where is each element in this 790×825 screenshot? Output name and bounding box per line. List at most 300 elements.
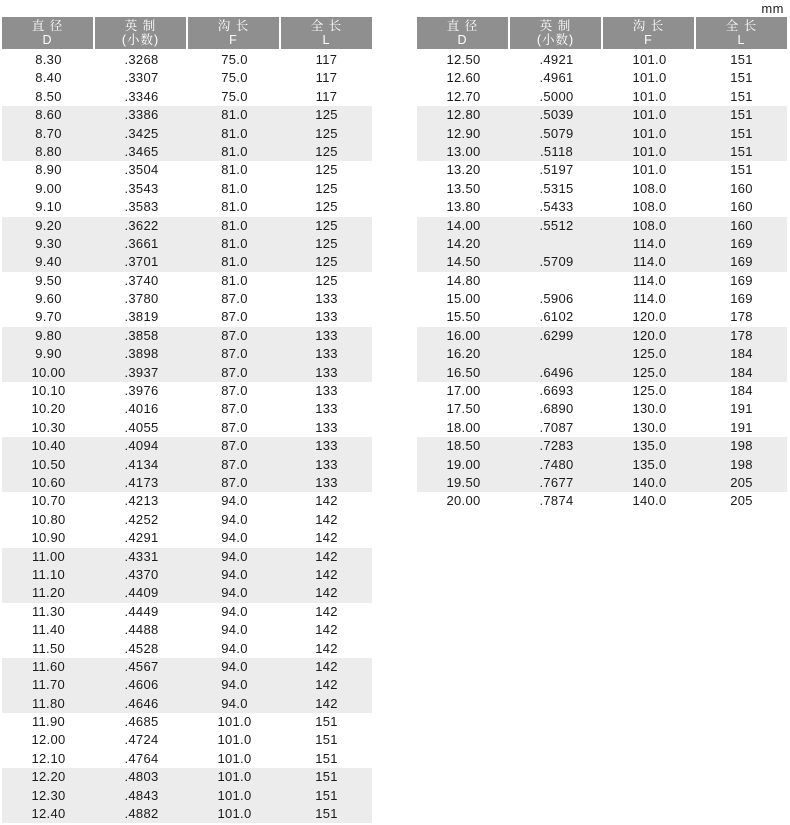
table-row xyxy=(2,345,372,363)
cell-overall-length: 142 xyxy=(315,658,338,674)
cell-overall-length: 160 xyxy=(730,199,753,215)
table-header xyxy=(417,17,787,49)
cell-flute-length: 114.0 xyxy=(632,235,667,251)
header-inch-decimal: 英 制 (小数) xyxy=(510,17,601,49)
header-diameter: 直 径 D xyxy=(2,17,93,49)
cell-overall-length: 151 xyxy=(315,732,338,748)
cell-diameter: 13.80 xyxy=(446,199,481,215)
table-row xyxy=(2,603,372,621)
cell-inch-decimal: .4803 xyxy=(124,769,159,785)
table-row xyxy=(2,143,372,161)
cell-overall-length: 142 xyxy=(315,622,338,638)
cell-diameter: 14.80 xyxy=(446,272,481,288)
cell-flute-length: 81.0 xyxy=(221,107,248,123)
cell-inch-decimal: .5315 xyxy=(539,180,574,196)
cell-diameter: 9.10 xyxy=(35,199,62,215)
table-row xyxy=(2,253,372,271)
cell-overall-length: 178 xyxy=(730,327,753,343)
table-row xyxy=(417,456,787,474)
cell-diameter: 11.40 xyxy=(31,622,66,638)
cell-overall-length: 133 xyxy=(315,346,338,362)
cell-inch-decimal: .5433 xyxy=(539,199,574,215)
cell-inch-decimal: .3898 xyxy=(124,346,159,362)
cell-flute-length: 81.0 xyxy=(221,125,248,141)
cell-overall-length: 160 xyxy=(730,217,753,233)
table-row xyxy=(2,474,372,492)
cell-diameter: 11.20 xyxy=(31,585,66,601)
table-row xyxy=(417,253,787,271)
cell-diameter: 12.10 xyxy=(31,750,66,766)
table-row xyxy=(417,198,787,216)
table-row xyxy=(2,51,372,69)
cell-inch-decimal: .3346 xyxy=(124,88,159,104)
cell-flute-length: 140.0 xyxy=(632,493,667,509)
cell-diameter: 12.30 xyxy=(31,787,66,803)
cell-flute-length: 75.0 xyxy=(221,88,248,104)
cell-inch-decimal: .4409 xyxy=(124,585,159,601)
cell-diameter: 17.00 xyxy=(446,383,481,399)
cell-diameter: 8.30 xyxy=(35,52,62,67)
table-row xyxy=(417,382,787,400)
cell-flute-length: 94.0 xyxy=(221,548,248,564)
cell-diameter: 19.50 xyxy=(446,474,481,490)
table-row xyxy=(2,695,372,713)
cell-inch-decimal: .7283 xyxy=(539,438,574,454)
cell-inch-decimal: .4449 xyxy=(124,603,159,619)
cell-diameter: 8.50 xyxy=(35,88,62,104)
cell-overall-length: 117 xyxy=(315,52,338,67)
cell-overall-length: 133 xyxy=(315,291,338,307)
table-row xyxy=(2,161,372,179)
cell-flute-length: 130.0 xyxy=(632,419,667,435)
cell-overall-length: 169 xyxy=(730,254,753,270)
cell-flute-length: 101.0 xyxy=(217,806,252,822)
cell-inch-decimal: .3701 xyxy=(124,254,159,270)
table-row xyxy=(417,69,787,87)
cell-diameter: 10.80 xyxy=(31,511,66,527)
cell-flute-length: 87.0 xyxy=(221,401,248,417)
table-body-left xyxy=(2,51,372,823)
cell-flute-length: 101.0 xyxy=(632,70,667,86)
cell-flute-length: 114.0 xyxy=(632,291,667,307)
cell-diameter: 14.00 xyxy=(446,217,481,233)
table-row xyxy=(2,621,372,639)
cell-diameter: 8.90 xyxy=(35,162,62,178)
cell-overall-length: 191 xyxy=(730,419,753,435)
cell-inch-decimal: .4213 xyxy=(124,493,159,509)
header-overall-length: 全 长 L xyxy=(696,17,787,49)
cell-diameter: 11.90 xyxy=(31,714,66,730)
cell-inch-decimal: .7874 xyxy=(539,493,574,509)
cell-diameter: 10.50 xyxy=(31,456,66,472)
cell-inch-decimal: .3425 xyxy=(124,125,159,141)
cell-inch-decimal: .3504 xyxy=(124,162,159,178)
cell-diameter: 14.20 xyxy=(446,235,481,251)
cell-diameter: 9.00 xyxy=(35,180,62,196)
table-row xyxy=(2,125,372,143)
table-row xyxy=(2,217,372,235)
table-row xyxy=(417,492,787,510)
cell-inch-decimal: .6299 xyxy=(539,327,574,343)
table-row xyxy=(417,51,787,69)
cell-flute-length: 94.0 xyxy=(221,530,248,546)
table-row xyxy=(2,308,372,326)
cell-overall-length: 125 xyxy=(315,180,338,196)
cell-flute-length: 101.0 xyxy=(632,88,667,104)
cell-flute-length: 81.0 xyxy=(221,143,248,159)
cell-overall-length: 125 xyxy=(315,143,338,159)
cell-inch-decimal: .4646 xyxy=(124,695,159,711)
table-row xyxy=(2,640,372,658)
cell-flute-length: 94.0 xyxy=(221,493,248,509)
cell-inch-decimal: .3661 xyxy=(124,235,159,251)
cell-inch-decimal: .7087 xyxy=(539,419,574,435)
table-row xyxy=(2,400,372,418)
cell-overall-length: 151 xyxy=(730,52,753,67)
table-row xyxy=(2,106,372,124)
cell-overall-length: 125 xyxy=(315,162,338,178)
cell-overall-length: 133 xyxy=(315,456,338,472)
cell-overall-length: 142 xyxy=(315,640,338,656)
spec-table-left xyxy=(2,17,372,823)
table-row xyxy=(2,548,372,566)
cell-diameter: 10.60 xyxy=(31,474,66,490)
cell-inch-decimal: .3465 xyxy=(124,143,159,159)
cell-flute-length: 120.0 xyxy=(632,327,667,343)
cell-inch-decimal: .4606 xyxy=(124,677,159,693)
table-row xyxy=(2,658,372,676)
cell-flute-length: 81.0 xyxy=(221,254,248,270)
table-row xyxy=(2,492,372,510)
cell-flute-length: 101.0 xyxy=(632,107,667,123)
cell-flute-length: 108.0 xyxy=(632,199,667,215)
cell-inch-decimal: .5512 xyxy=(539,217,574,233)
cell-flute-length: 101.0 xyxy=(632,162,667,178)
cell-flute-length: 114.0 xyxy=(632,272,667,288)
cell-flute-length: 81.0 xyxy=(221,272,248,288)
table-row xyxy=(417,345,787,363)
cell-inch-decimal: .3386 xyxy=(124,107,159,123)
cell-flute-length: 94.0 xyxy=(221,603,248,619)
header-inch-decimal: 英 制 (小数) xyxy=(95,17,186,49)
cell-overall-length: 178 xyxy=(730,309,753,325)
cell-diameter: 19.00 xyxy=(446,456,481,472)
cell-overall-length: 125 xyxy=(315,125,338,141)
cell-overall-length: 142 xyxy=(315,493,338,509)
cell-inch-decimal: .4724 xyxy=(124,732,159,748)
cell-inch-decimal: .3268 xyxy=(124,52,159,67)
cell-inch-decimal: .7677 xyxy=(539,474,574,490)
table-row xyxy=(2,88,372,106)
table-row xyxy=(2,327,372,345)
cell-inch-decimal: .3780 xyxy=(124,291,159,307)
cell-flute-length: 94.0 xyxy=(221,622,248,638)
cell-inch-decimal: .3858 xyxy=(124,327,159,343)
cell-flute-length: 81.0 xyxy=(221,235,248,251)
cell-diameter: 12.40 xyxy=(31,806,66,822)
cell-diameter: 13.20 xyxy=(446,162,481,178)
cell-diameter: 10.90 xyxy=(31,530,66,546)
cell-diameter: 15.50 xyxy=(446,309,481,325)
table-row xyxy=(2,584,372,602)
cell-flute-length: 135.0 xyxy=(632,456,667,472)
cell-inch-decimal: .4921 xyxy=(539,52,574,67)
table-row xyxy=(417,400,787,418)
cell-inch-decimal: .4843 xyxy=(124,787,159,803)
cell-overall-length: 133 xyxy=(315,419,338,435)
table-row xyxy=(417,272,787,290)
header-flute-length: 沟 长 F xyxy=(603,17,694,49)
table-row xyxy=(417,161,787,179)
cell-flute-length: 101.0 xyxy=(217,769,252,785)
cell-overall-length: 117 xyxy=(315,70,338,86)
cell-diameter: 11.60 xyxy=(31,658,66,674)
cell-overall-length: 142 xyxy=(315,585,338,601)
cell-inch-decimal xyxy=(510,345,603,363)
cell-flute-length: 101.0 xyxy=(632,143,667,159)
table-row xyxy=(417,125,787,143)
cell-flute-length: 87.0 xyxy=(221,364,248,380)
cell-diameter: 9.30 xyxy=(35,235,62,251)
cell-flute-length: 87.0 xyxy=(221,383,248,399)
cell-flute-length: 101.0 xyxy=(632,52,667,67)
cell-diameter: 18.50 xyxy=(446,438,481,454)
cell-flute-length: 125.0 xyxy=(632,383,667,399)
cell-flute-length: 130.0 xyxy=(632,401,667,417)
table-header xyxy=(2,17,372,49)
table-row xyxy=(2,750,372,768)
cell-diameter: 8.60 xyxy=(35,107,62,123)
table-row xyxy=(2,529,372,547)
cell-diameter: 10.30 xyxy=(31,419,66,435)
table-row xyxy=(417,217,787,235)
cell-inch-decimal: .4055 xyxy=(124,419,159,435)
cell-diameter: 16.00 xyxy=(446,327,481,343)
cell-overall-length: 125 xyxy=(315,272,338,288)
cell-diameter: 10.00 xyxy=(31,364,66,380)
cell-flute-length: 114.0 xyxy=(632,254,667,270)
cell-inch-decimal: .4134 xyxy=(124,456,159,472)
cell-flute-length: 87.0 xyxy=(221,327,248,343)
cell-flute-length: 81.0 xyxy=(221,199,248,215)
cell-inch-decimal: .3937 xyxy=(124,364,159,380)
cell-inch-decimal: .5039 xyxy=(539,107,574,123)
table-row xyxy=(2,235,372,253)
header-flute-length: 沟 长 F xyxy=(188,17,279,49)
cell-overall-length: 169 xyxy=(730,291,753,307)
cell-overall-length: 125 xyxy=(315,199,338,215)
cell-flute-length: 101.0 xyxy=(217,787,252,803)
cell-diameter: 20.00 xyxy=(446,493,481,509)
table-row xyxy=(417,180,787,198)
table-row xyxy=(2,731,372,749)
cell-flute-length: 87.0 xyxy=(221,419,248,435)
cell-inch-decimal: .5709 xyxy=(539,254,574,270)
cell-overall-length: 151 xyxy=(315,806,338,822)
table-row xyxy=(2,566,372,584)
cell-diameter: 9.60 xyxy=(35,291,62,307)
cell-overall-length: 142 xyxy=(315,677,338,693)
cell-overall-length: 125 xyxy=(315,107,338,123)
cell-flute-length: 87.0 xyxy=(221,474,248,490)
cell-diameter: 9.20 xyxy=(35,217,62,233)
table-row xyxy=(417,419,787,437)
cell-overall-length: 191 xyxy=(730,401,753,417)
cell-overall-length: 151 xyxy=(315,714,338,730)
cell-overall-length: 151 xyxy=(730,125,753,141)
cell-inch-decimal: .5197 xyxy=(539,162,574,178)
cell-flute-length: 94.0 xyxy=(221,640,248,656)
cell-diameter: 11.10 xyxy=(31,566,66,582)
cell-inch-decimal: .3622 xyxy=(124,217,159,233)
cell-overall-length: 133 xyxy=(315,383,338,399)
cell-diameter: 14.50 xyxy=(446,254,481,270)
cell-overall-length: 117 xyxy=(315,88,338,104)
cell-overall-length: 142 xyxy=(315,695,338,711)
cell-overall-length: 133 xyxy=(315,327,338,343)
cell-diameter: 8.70 xyxy=(35,125,62,141)
cell-diameter: 11.30 xyxy=(31,603,66,619)
cell-inch-decimal: .3307 xyxy=(124,70,159,86)
cell-diameter: 12.70 xyxy=(446,88,481,104)
table-row xyxy=(417,364,787,382)
table-row xyxy=(2,69,372,87)
cell-overall-length: 125 xyxy=(315,217,338,233)
cell-flute-length: 94.0 xyxy=(221,585,248,601)
cell-overall-length: 184 xyxy=(730,383,753,399)
cell-diameter: 8.80 xyxy=(35,143,62,159)
cell-inch-decimal: .4764 xyxy=(124,750,159,766)
cell-diameter: 12.80 xyxy=(446,107,481,123)
cell-overall-length: 205 xyxy=(730,493,753,509)
cell-flute-length: 108.0 xyxy=(632,217,667,233)
cell-flute-length: 94.0 xyxy=(221,658,248,674)
cell-flute-length: 94.0 xyxy=(221,511,248,527)
cell-diameter: 11.50 xyxy=(31,640,66,656)
cell-inch-decimal: .3740 xyxy=(124,272,159,288)
cell-overall-length: 151 xyxy=(730,70,753,86)
cell-inch-decimal xyxy=(510,272,603,290)
cell-overall-length: 142 xyxy=(315,511,338,527)
cell-inch-decimal: .3819 xyxy=(124,309,159,325)
cell-diameter: 10.10 xyxy=(31,383,66,399)
cell-overall-length: 169 xyxy=(730,272,753,288)
cell-diameter: 12.90 xyxy=(446,125,481,141)
cell-inch-decimal: .7480 xyxy=(539,456,574,472)
table-row xyxy=(417,290,787,308)
cell-inch-decimal: .4528 xyxy=(124,640,159,656)
header-overall-length: 全 长 L xyxy=(281,17,372,49)
cell-flute-length: 94.0 xyxy=(221,695,248,711)
cell-flute-length: 125.0 xyxy=(632,364,667,380)
table-row xyxy=(417,308,787,326)
cell-flute-length: 140.0 xyxy=(632,474,667,490)
table-row xyxy=(2,180,372,198)
cell-overall-length: 160 xyxy=(730,180,753,196)
table-row xyxy=(2,198,372,216)
cell-overall-length: 142 xyxy=(315,548,338,564)
cell-overall-length: 151 xyxy=(730,88,753,104)
cell-overall-length: 125 xyxy=(315,254,338,270)
cell-flute-length: 87.0 xyxy=(221,438,248,454)
table-row xyxy=(2,768,372,786)
table-body-right xyxy=(417,51,787,511)
cell-overall-length: 205 xyxy=(730,474,753,490)
cell-overall-length: 142 xyxy=(315,603,338,619)
table-row xyxy=(2,290,372,308)
cell-flute-length: 81.0 xyxy=(221,180,248,196)
cell-flute-length: 94.0 xyxy=(221,566,248,582)
cell-inch-decimal: .5000 xyxy=(539,88,574,104)
spec-table-right xyxy=(417,17,787,511)
cell-inch-decimal: .4567 xyxy=(124,658,159,674)
cell-inch-decimal: .6496 xyxy=(539,364,574,380)
cell-diameter: 11.00 xyxy=(31,548,66,564)
cell-inch-decimal: .6102 xyxy=(539,309,574,325)
cell-diameter: 12.00 xyxy=(31,732,66,748)
table-row xyxy=(417,474,787,492)
cell-overall-length: 151 xyxy=(315,787,338,803)
cell-inch-decimal: .4370 xyxy=(124,566,159,582)
cell-diameter: 13.50 xyxy=(446,180,481,196)
cell-diameter: 10.70 xyxy=(31,493,66,509)
cell-flute-length: 75.0 xyxy=(221,52,248,67)
cell-overall-length: 133 xyxy=(315,401,338,417)
cell-flute-length: 87.0 xyxy=(221,291,248,307)
cell-flute-length: 108.0 xyxy=(632,180,667,196)
cell-flute-length: 101.0 xyxy=(217,732,252,748)
cell-inch-decimal: .4488 xyxy=(124,622,159,638)
cell-overall-length: 133 xyxy=(315,309,338,325)
cell-overall-length: 184 xyxy=(730,346,753,362)
cell-overall-length: 151 xyxy=(730,143,753,159)
table-row xyxy=(2,364,372,382)
cell-flute-length: 101.0 xyxy=(217,750,252,766)
cell-inch-decimal: .4094 xyxy=(124,438,159,454)
cell-flute-length: 120.0 xyxy=(632,309,667,325)
header-diameter: 直 径 D xyxy=(417,17,508,49)
cell-diameter: 12.60 xyxy=(446,70,481,86)
cell-diameter: 9.50 xyxy=(35,272,62,288)
table-row xyxy=(2,511,372,529)
cell-diameter: 13.00 xyxy=(446,143,481,159)
cell-inch-decimal: .3583 xyxy=(124,199,159,215)
cell-overall-length: 151 xyxy=(315,769,338,785)
table-row xyxy=(2,713,372,731)
table-row xyxy=(417,327,787,345)
table-row xyxy=(417,235,787,253)
table-row xyxy=(2,676,372,694)
cell-flute-length: 87.0 xyxy=(221,346,248,362)
table-row xyxy=(2,272,372,290)
cell-overall-length: 133 xyxy=(315,438,338,454)
cell-overall-length: 184 xyxy=(730,364,753,380)
cell-diameter: 17.50 xyxy=(446,401,481,417)
cell-inch-decimal: .4173 xyxy=(124,474,159,490)
cell-diameter: 12.20 xyxy=(31,769,66,785)
cell-inch-decimal: .4331 xyxy=(124,548,159,564)
cell-overall-length: 151 xyxy=(730,107,753,123)
cell-flute-length: 81.0 xyxy=(221,162,248,178)
cell-diameter: 18.00 xyxy=(446,419,481,435)
cell-inch-decimal xyxy=(510,235,603,253)
cell-overall-length: 169 xyxy=(730,235,753,251)
cell-flute-length: 87.0 xyxy=(221,456,248,472)
unit-label: mm xyxy=(761,1,784,16)
cell-diameter: 16.50 xyxy=(446,364,481,380)
cell-diameter: 8.40 xyxy=(35,70,62,86)
cell-diameter: 9.90 xyxy=(35,346,62,362)
